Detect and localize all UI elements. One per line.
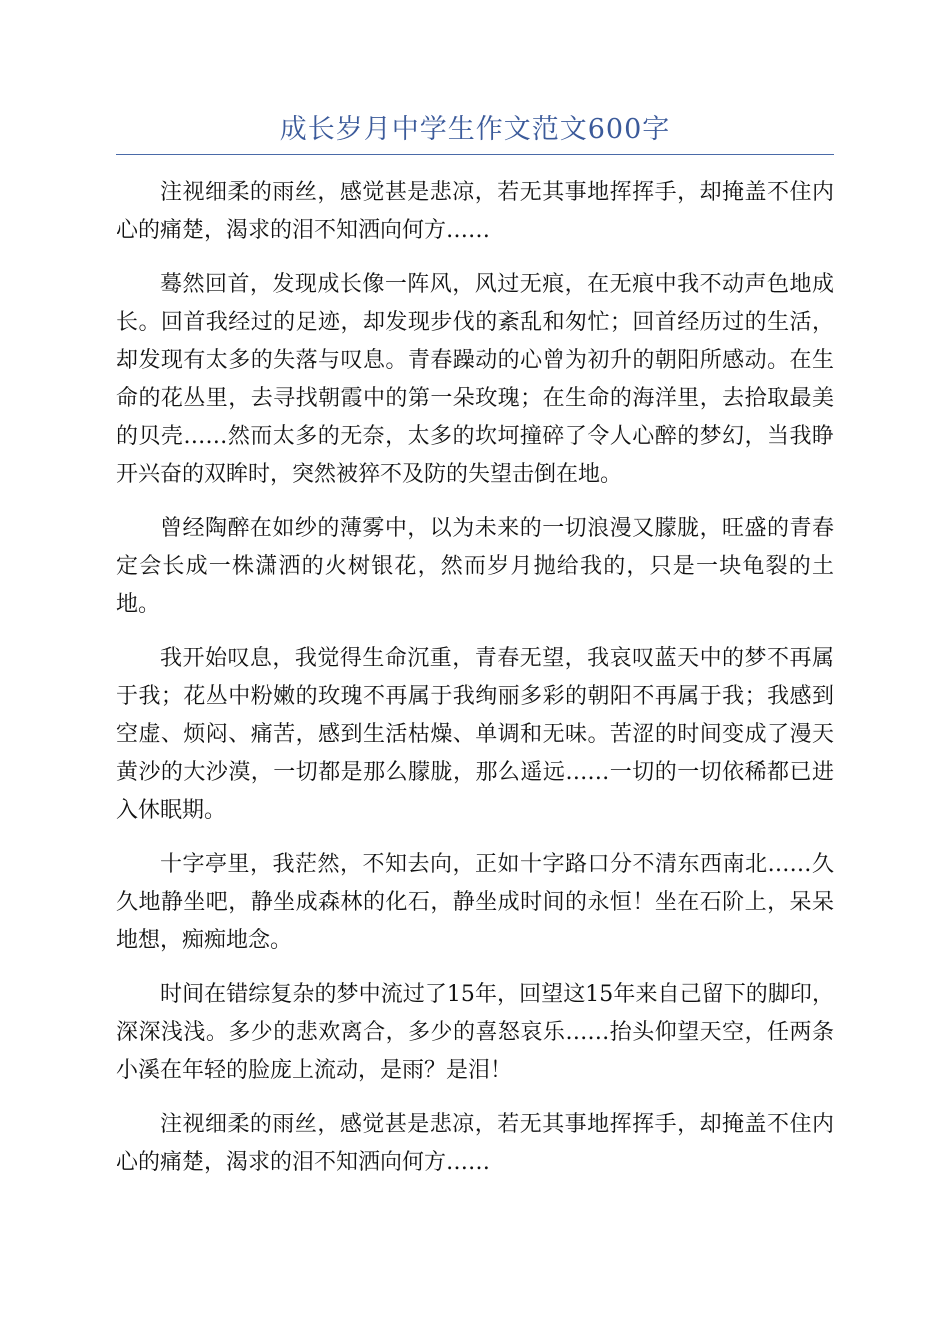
paragraph-6: 时间在错综复杂的梦中流过了15年，回望这15年来自己留下的脚印，深深浅浅。多少的悲欢离合，多少的喜怒哀乐……抬头仰望天空，任两条小溪在年轻的脸庞上流动，是雨？是泪！: [116, 982, 834, 1083]
document-title: 成长岁月中学生作文范文600字: [279, 114, 671, 145]
title-underline: [116, 154, 834, 155]
paragraph-2: 蓦然回首，发现成长像一阵风，风过无痕，在无痕中我不动声色地成长。回首我经过的足迹，却发现步伐的紊乱和匆忙；回首经历过的生活，却发现有太多的失落与叹息。青春躁动的心曾为初升的朝阳所感动。在生命的花丛里，去寻找朝霞中的第一朵玫瑰；在生命的海洋里，去拾取最美的贝壳……然而太多的无奈，太多的坎坷撞碎了令人心醉的梦幻，当我睁开兴奋的双眸时，突然被猝不及防的失望击倒在地。: [116, 272, 834, 487]
paragraph-7: 注视细柔的雨丝，感觉甚是悲凉，若无其事地挥挥手，却掩盖不住内心的痛楚，渴求的泪不知洒向何方……: [116, 1112, 834, 1175]
document-page: [116, 110, 834, 1198]
document-body: [116, 174, 834, 1182]
paragraph-1: 注视细柔的雨丝，感觉甚是悲凉，若无其事地挥挥手，却掩盖不住内心的痛楚，渴求的泪不知洒向何方……: [116, 180, 834, 243]
paragraph-3: 曾经陶醉在如纱的薄雾中，以为未来的一切浪漫又朦胧，旺盛的青春定会长成一株潇洒的火树银花，然而岁月抛给我的，只是一块龟裂的土地。: [116, 516, 834, 617]
paragraph-5: 十字亭里，我茫然，不知去向，正如十字路口分不清东西南北……久久地静坐吧，静坐成森林的化石，静坐成时间的永恒！坐在石阶上，呆呆地想，痴痴地念。: [116, 852, 834, 953]
paragraph-4: 我开始叹息，我觉得生命沉重，青春无望，我哀叹蓝天中的梦不再属于我；花丛中粉嫩的玫瑰不再属于我绚丽多彩的朝阳不再属于我；我感到空虚、烦闷、痛苦，感到生活枯燥、单调和无味。苦涩的时间变成了漫天黄沙的大沙漠，一切都是那么朦胧，那么遥远……一切的一切依稀都已进入休眠期。: [116, 646, 834, 823]
